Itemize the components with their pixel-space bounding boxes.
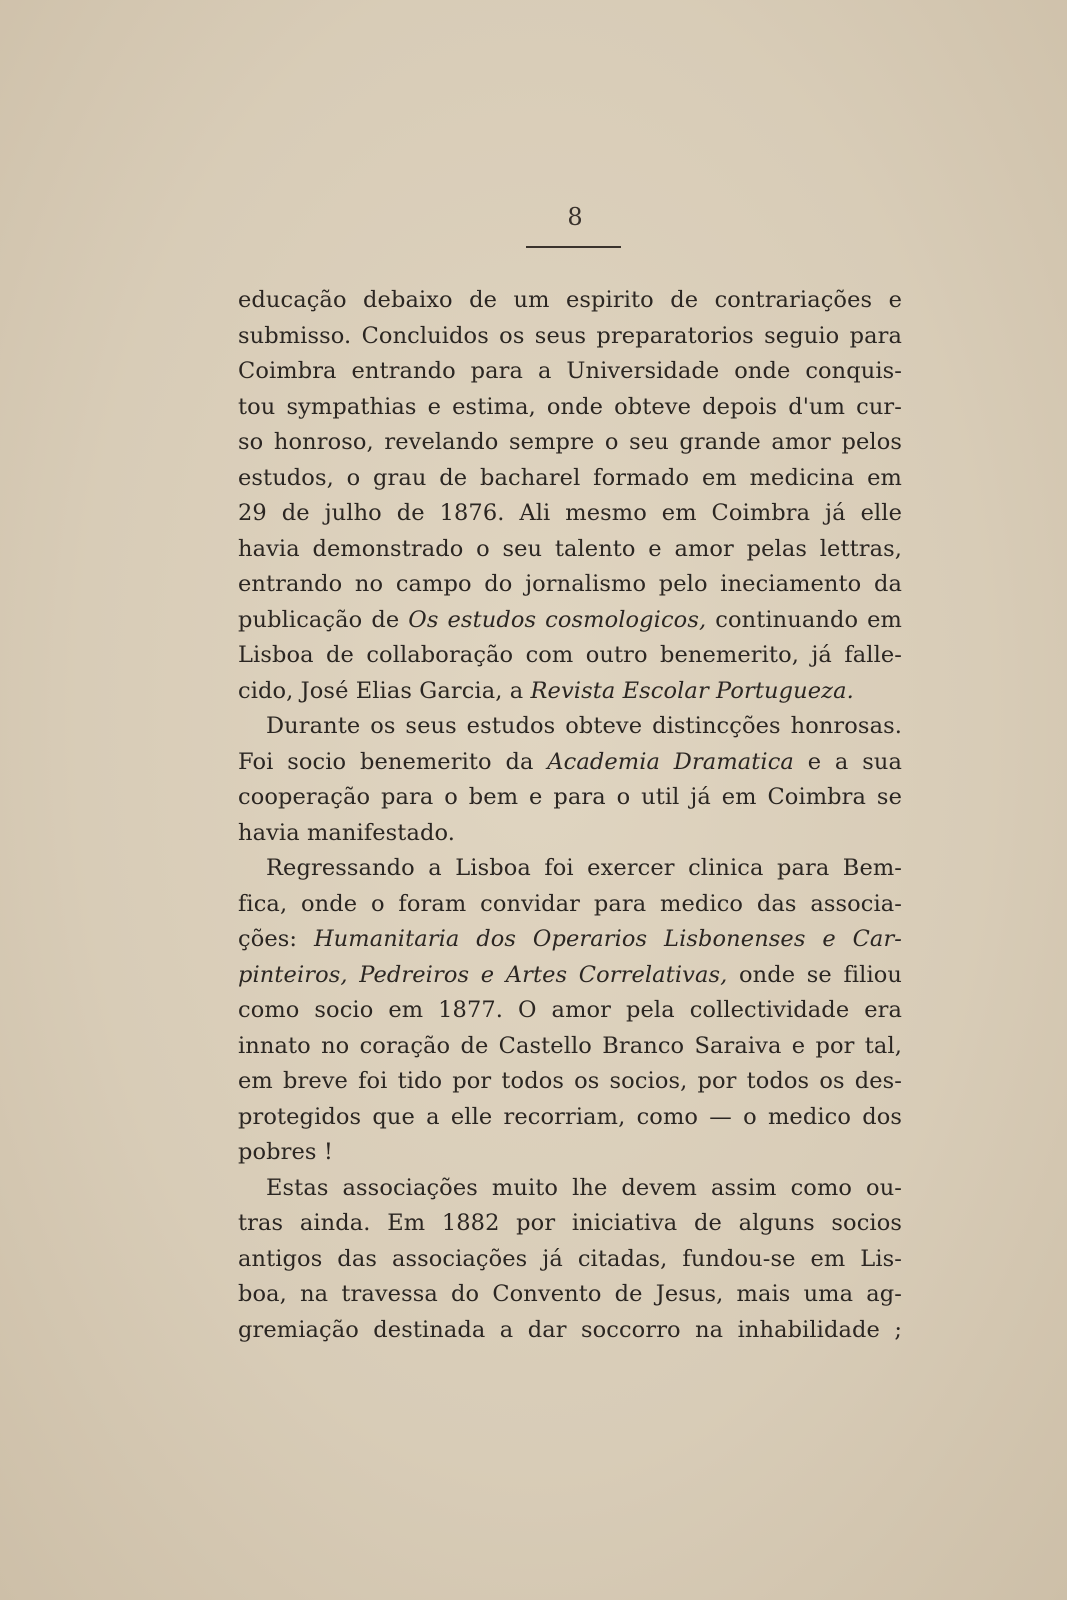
text-line: [238, 461, 902, 497]
text-span: havia manifestado.: [238, 819, 455, 846]
text-line: [238, 780, 902, 816]
text-line: [238, 603, 902, 639]
text-span: onde se filiou: [727, 961, 902, 988]
text-line: [238, 319, 902, 355]
text-span: estudos, o grau de bacharel formado em medicina em: [238, 464, 902, 491]
italic-text: Os estudos cosmologicos,: [408, 606, 707, 633]
text-line: [238, 390, 902, 426]
text-line: [238, 1029, 902, 1065]
text-line: [238, 532, 902, 568]
italic-text: pinteiros, Pedreiros e Artes Correlativas,: [238, 961, 728, 988]
italic-text: Academia Dramatica: [547, 748, 794, 775]
text-span: havia demonstrado o seu talento e amor pelas lettras,: [238, 535, 902, 562]
text-line: [238, 851, 902, 887]
text-span: e a sua: [793, 748, 902, 775]
text-line: [238, 745, 902, 781]
text-line: [238, 993, 902, 1029]
text-span: Durante os seus estudos obteve distincções honrosas.: [266, 713, 902, 739]
text-line: [238, 1313, 902, 1349]
text-line: [238, 1277, 902, 1313]
text-span: tras ainda. Em 1882 por iniciativa de alguns socios: [238, 1210, 902, 1236]
text-span: continuando em: [706, 606, 902, 633]
text-line: [238, 674, 902, 710]
text-span: boa, na travessa do Convento de Jesus, mais uma ag-: [238, 1281, 902, 1307]
text-span: Estas associações muito lhe devem assim como ou-: [266, 1174, 902, 1201]
text-span: pobres !: [238, 1139, 333, 1165]
text-span: protegidos que a elle recorriam, como — o medico dos: [238, 1103, 902, 1130]
text-line: [238, 1100, 902, 1136]
text-line: [238, 425, 902, 461]
text-span: entrando no campo do jornalismo pelo ineciamento da: [238, 571, 902, 597]
text-span: so honroso, revelando sempre o seu grande amor pelos: [238, 429, 902, 455]
text-span: cido, José Elias Garcia, a: [238, 677, 531, 704]
text-span: tou sympathias e estima, onde obteve depois d'um cur-: [238, 393, 902, 420]
text-line: [238, 709, 902, 745]
text-line: [238, 1064, 902, 1100]
text-span: como socio em 1877. O amor pela collectividade era: [238, 997, 902, 1023]
text-span: Lisboa de collaboração com outro benemerito, já falle-: [238, 642, 902, 668]
text-span: fica, onde o foram convidar para medico das associa-: [238, 890, 902, 917]
page-number: 8: [567, 203, 583, 231]
text-line: [238, 638, 902, 674]
text-line: [238, 922, 902, 958]
text-line: [238, 354, 902, 390]
italic-text: Revista Escolar Portugueza.: [530, 677, 854, 704]
text-span: gremiação destinada a dar soccorro na inhabilidade ;: [238, 1316, 902, 1343]
text-span: ções:: [238, 926, 314, 952]
text-span: Regressando a Lisboa foi exercer clinica para Bem-: [266, 855, 902, 881]
text-line: [238, 1242, 902, 1278]
text-line: [238, 816, 902, 852]
text-span: educação debaixo de um espirito de contrariações e: [238, 287, 902, 313]
text-span: antigos das associações já citadas, fundou-se em Lis-: [238, 1245, 902, 1272]
text-span: Foi socio benemerito da: [238, 748, 548, 775]
page-number-rule: [526, 246, 621, 248]
text-line: [238, 496, 902, 532]
text-line: [238, 1206, 902, 1242]
text-line: [238, 958, 902, 994]
italic-text: Humanitaria dos Operarios Lisbonenses e Car-: [313, 926, 902, 952]
text-span: cooperação para o bem e para o util já em Coimbra se: [238, 784, 902, 810]
text-span: submisso. Concluidos os seus preparatorios seguio para: [238, 322, 902, 349]
body-text: [238, 283, 902, 1348]
text-line: [238, 283, 902, 319]
text-line: [238, 1135, 902, 1171]
text-span: publicação de: [238, 606, 409, 633]
text-span: innato no coração de Castello Branco Saraiva e por tal,: [238, 1032, 902, 1059]
text-line: [238, 567, 902, 603]
text-span: 29 de julho de 1876. Ali mesmo em Coimbra já elle: [238, 500, 902, 526]
text-span: em breve foi tido por todos os socios, por todos os des-: [238, 1068, 902, 1094]
text-span: Coimbra entrando para a Universidade onde conquis-: [238, 358, 902, 384]
text-line: [238, 1171, 902, 1207]
text-line: [238, 887, 902, 923]
